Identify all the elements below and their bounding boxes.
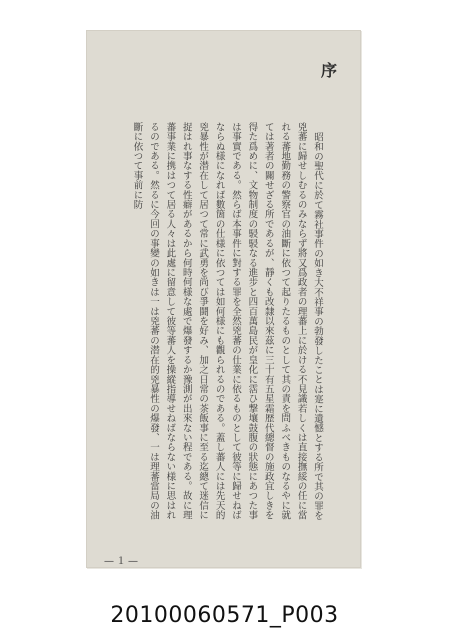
preface-body [125,122,325,520]
body-paragraph: 昭和の聖代に於て霧社事件の如き大不祥事の勃發したことは寔に遺憾とする所で其の罪を兇蕃に歸せしむるのみならず將又爲政者の理蕃上に於ける不見識若しくは直接撫綏の任に當れる蕃地勤務の警察官の油斷に依つて起りたるものとして其の責を問ふべきものなるやに就ては著者の關せざる所であるが、靜くも改隸以來茲に三十有五星霜歴代總督の施政宜しきを得た爲めに、文物制度の駸駸なる進步と四百萬島民が皇化に霑ひ撃壤鼓腹の狀態にあつた事は事實である。然らば本事件に對する罪を全然兇蕃の仕業に依るものとして彼等に歸せねばならぬ様になれば數箇の仕様に依つては如何様にも觀られるのである。蓋し蕃人には先天的兇暴性が潜在して居つて常に武勇を尚び爭鬪を好み、加之日常の茶飯事に至る迄總て迷信に捉はれ事なする性癖があるから何時何様な處で爆發するか豫測が出來ない程である。故に理蕃事業に携はつて居る人々は此處に留意して彼等蕃人を操縱指導せねばならない様に思はれるのである。然るに今回の事變の如きは一は兇蕃の潜在的兇暴性の爆發、一は理蕃當局の油斷に依つて事前に防 [131,122,323,520]
preface-title: 序 [321,61,340,80]
document-page [86,30,361,568]
image-caption: 20100060571_P003 [110,603,339,628]
page-number: —１— [104,556,140,567]
